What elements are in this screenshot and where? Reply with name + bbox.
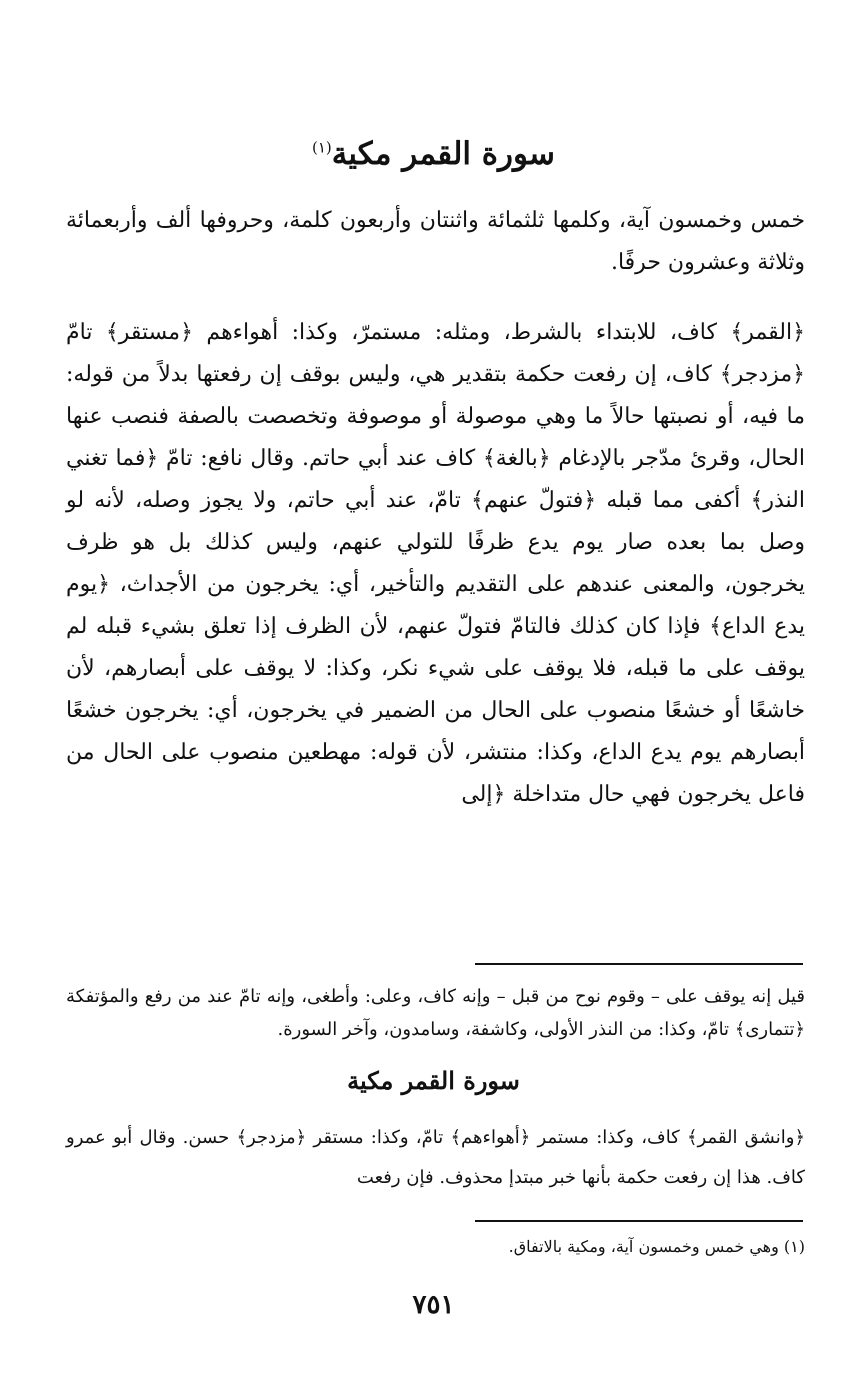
sub-section-title: سورة القمر مكية (347, 1066, 520, 1095)
surah-intro: خمس وخمسون آية، وكلمها ثلثمائة واثنتان وأربعون كلمة، وحروفها ألف وأربعمائة وثلاثة وعشرون حرفًا. (66, 208, 805, 275)
surah-title-text: سورة القمر مكية (331, 136, 556, 172)
commentary-body: ﴿القمر﴾ كاف، للابتداء بالشرط، ومثله: مستمرّ، وكذا: أهواءهم ﴿مستقر﴾ تامّ ﴿مزدجر﴾ كاف، إن رفعت حكمة بتقدير هي، وليس بوقف إن رفعتها بدلاً من قوله: ما فيه، أو نصبتها حالاً ما وهي موصولة أو موصوفة وتخصصت بالصفة فنصب عنها الحال، وقرئ مدّجر بالإدغام ﴿بالغة﴾ كاف عند أبي حاتم. وقال نافع: تامّ ﴿فما تغني النذر﴾ أكفى مما قبله ﴿فتولّ عنهم﴾ تامّ، عند أبي حاتم، ولا يجوز وصله، لأنه لو وصل بما بعده صار يوم يدع ظرفًا للتولي عنهم، وليس كذلك بل هو ظرف يخرجون، والمعنى عندهم على التقديم والتأخير، أي: يخرجون من الأجداث، ﴿يوم يدع الداع﴾ فإذا كان كذلك فالتامّ فتولّ عنهم، لأن الظرف إذا تعلق بشيء قبله لم يوقف على ما قبله، فلا يوقف على شيء نكر، وكذا: لا يوقف على أبصارهم، لأن خاشعًا أو خشعًا منصوب على الحال من الضمير في يخرجون، أي: يخرجون خشعًا أبصارهم يوم يدع الداع، وكذا: منتشر، لأن قوله: مهطعين منصوب على الحال من فاعل يخرجون فهي حال متداخلة ﴿إلى (66, 320, 805, 807)
page-number: ٧٥١ (412, 1290, 455, 1320)
footnote-rule (475, 1220, 803, 1222)
separator-rule (475, 963, 803, 965)
footnote: (١) وهي خمس وخمسون آية، ومكية بالاتفاق. (508, 1237, 805, 1256)
footnote-marker: (١) (311, 138, 332, 157)
sub-section-body: ﴿وانشق القمر﴾ كاف، وكذا: مستمر ﴿أهواءهم﴾ تامّ، وكذا: مستقر ﴿مزدجر﴾ حسن. وقال أبو عمرو كاف. هذا إن رفعت حكمة بأنها خبر مبتدإ محذوف. فإن رفعت (66, 1127, 805, 1188)
surah-title (0, 136, 867, 172)
margin-note: قيل إنه يوقف على – وقوم نوح من قبل – وإنه كاف، وعلى: وأطغى، وإنه تامّ عند من رفع والمؤتفكة ﴿تتمارى﴾ تامّ، وكذا: من النذر الأولى، وكاشفة، وسامدون، وآخر السورة. (66, 986, 805, 1040)
